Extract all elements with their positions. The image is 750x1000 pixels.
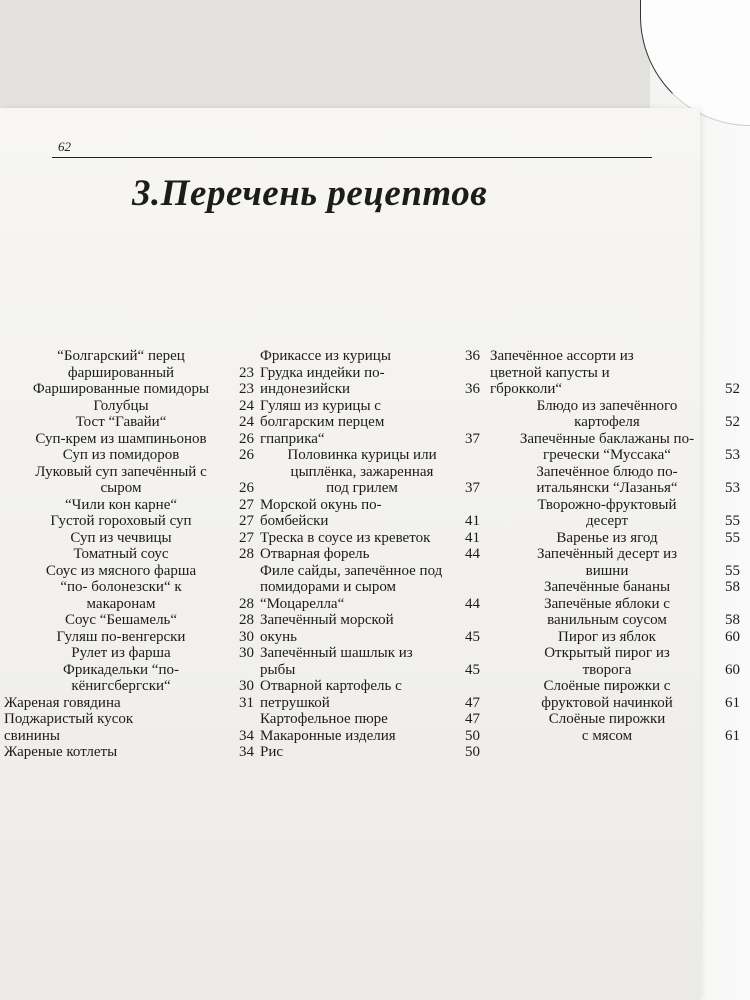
recipe-title-line: Запечённый морской [260, 612, 394, 628]
recipe-title-line: Томатный соус [73, 546, 169, 562]
recipe-entry [260, 678, 480, 711]
recipe-entry [260, 728, 480, 745]
recipe-title-line: Филе сайды, запечённое под [260, 562, 443, 579]
recipe-entry [4, 497, 254, 514]
recipe-page-number: 47 [465, 694, 480, 711]
recipe-title-line: Варенье из ягод [556, 529, 658, 546]
recipe-title-line: Пирог из яблок [558, 628, 656, 645]
recipe-page-number: 27 [239, 496, 254, 513]
recipe-title-line: Соус “Бешамель“ [64, 612, 178, 628]
recipe-page-number: 26 [239, 447, 254, 463]
recipe-entry [4, 464, 254, 497]
recipe-title-line: Открытый пирог из [544, 645, 670, 661]
recipe-page-number: 55 [725, 562, 740, 579]
recipe-title-line: фруктовой начинкой [541, 694, 673, 711]
recipe-page-number: 26 [239, 480, 254, 496]
recipe-entry [4, 431, 254, 448]
recipe-page-number: 55 [725, 513, 740, 529]
recipe-title-line: с мясом [581, 727, 633, 744]
recipe-entry [490, 711, 740, 744]
recipe-page-number: 61 [725, 727, 740, 744]
recipe-entry [490, 348, 740, 398]
recipe-entry [4, 513, 254, 530]
recipe-page-number: 44 [465, 595, 480, 612]
recipe-title-line: Творожно-фруктовый [537, 496, 677, 513]
recipe-page-number: 36 [465, 381, 480, 397]
recipe-column-2 [260, 348, 480, 761]
recipe-entry [490, 546, 740, 579]
recipe-title-line: Фрикассе из курицы [260, 348, 391, 364]
recipe-title-line: Фрикадельки “по- [63, 661, 179, 678]
recipe-title-line: сыром [100, 480, 142, 496]
recipe-column-1 [4, 348, 254, 761]
recipe-title-line: Треска в соусе из креветок [260, 529, 431, 546]
recipe-title-line: Блюдо из запечённого [536, 397, 678, 414]
recipe-title-line: рыбы [260, 661, 296, 678]
recipe-title-line: “Болгарский“ перец [57, 348, 185, 364]
recipe-entry [490, 398, 740, 431]
recipe-title-line: Запечённое блюдо по- [536, 463, 678, 480]
recipe-entry [490, 579, 740, 596]
recipe-entry [260, 645, 480, 678]
recipe-title-line: Грудка индейки по- [260, 364, 385, 381]
recipe-title-line: Половинка курицы или [287, 447, 437, 463]
recipe-title-line: помидорами и сыром [260, 579, 397, 595]
recipe-entry [490, 596, 740, 629]
recipe-page-number: 50 [465, 744, 480, 760]
recipe-page-number: 30 [239, 628, 254, 645]
recipe-page-number: 47 [465, 711, 480, 727]
recipe-page-number: 30 [239, 645, 254, 661]
recipe-page-number: 41 [465, 529, 480, 546]
recipe-page-number: 60 [725, 628, 740, 645]
recipe-title-line: гречески “Муссака“ [543, 447, 671, 463]
recipe-page-number: 27 [239, 529, 254, 546]
recipe-page-number: 26 [239, 430, 254, 447]
recipe-title-line: Рулет из фарша [71, 645, 171, 661]
recipe-title-line: Гуляш по-венгерски [56, 628, 186, 645]
recipe-entry [4, 744, 254, 761]
recipe-page-number: 24 [239, 414, 254, 430]
page-number: 62 [58, 139, 71, 154]
recipe-entry [4, 629, 254, 646]
recipe-page-number: 61 [725, 694, 740, 711]
recipe-page-number: 28 [239, 595, 254, 612]
recipe-column-3 [490, 348, 740, 744]
recipe-page-number: 24 [239, 397, 254, 414]
recipe-title-line: Запечённое ассорти из [490, 348, 634, 364]
recipe-page-number: 36 [465, 348, 480, 364]
recipe-entry [260, 398, 480, 448]
recipe-title-line: Поджаристый кусок [4, 711, 134, 727]
recipe-entry [4, 662, 254, 695]
recipe-title-line: цыплёнка, зажаренная [290, 463, 434, 480]
recipe-title-line: Рис [260, 744, 284, 760]
recipe-title-line: Тост “Гавайи“ [75, 414, 167, 430]
recipe-title-line: Отварная форель [260, 546, 370, 562]
recipe-title-line: Морской окунь по- [260, 496, 382, 513]
recipe-title-line: картофеля [574, 414, 640, 430]
recipe-page-number: 58 [725, 579, 740, 595]
recipe-entry [490, 497, 740, 530]
recipe-page-number: 60 [725, 661, 740, 678]
recipe-entry [4, 711, 254, 744]
recipe-entry [260, 744, 480, 761]
recipe-page-number: 55 [725, 529, 740, 546]
recipe-page-number: 50 [465, 727, 480, 744]
recipe-title-line: Картофельное пюре [260, 711, 388, 727]
recipe-page-number: 53 [725, 447, 740, 463]
recipe-page-number: 23 [239, 364, 254, 381]
recipe-title-line: Запечённые баклажаны по- [519, 430, 695, 447]
recipe-entry [490, 678, 740, 711]
recipe-page-number: 27 [239, 513, 254, 529]
recipe-page-number: 34 [239, 727, 254, 744]
recipe-page-number: 28 [239, 546, 254, 562]
recipe-title-line: гброкколи“ [490, 381, 563, 397]
page-title: 3.Перечень рецептов [132, 173, 488, 214]
recipe-title-line: цветной капусты и [490, 364, 610, 381]
recipe-title-line: Жареные котлеты [4, 744, 118, 760]
recipe-page-number: 58 [725, 612, 740, 628]
recipe-page-number: 45 [465, 628, 480, 645]
recipe-entry [4, 348, 254, 381]
recipe-page-number: 45 [465, 661, 480, 678]
recipe-title-line: Фаршированные помидоры [32, 381, 210, 397]
recipe-title-line: Запечённый десерт из [536, 546, 678, 562]
recipe-entry [260, 711, 480, 728]
recipe-title-line: Гуляш из курицы с [260, 397, 381, 414]
recipe-title-line: Жареная говядина [4, 694, 121, 711]
recipe-entry [4, 546, 254, 563]
recipe-title-line: Суп из чечвицы [70, 529, 172, 546]
recipe-title-line: “Чили кон карне“ [64, 496, 178, 513]
recipe-entry [4, 563, 254, 613]
recipe-page-number: 31 [239, 694, 254, 711]
recipe-page-number: 30 [239, 678, 254, 694]
recipe-entry [4, 381, 254, 398]
recipe-title-line: Запечённый шашлык из [260, 645, 413, 661]
recipe-page-number: 53 [725, 480, 740, 496]
recipe-entry [4, 695, 254, 712]
recipe-entry [260, 497, 480, 530]
recipe-entry [4, 414, 254, 431]
recipe-title-line: Отварной картофель с [260, 678, 402, 694]
recipe-page-number: 41 [465, 513, 480, 529]
recipe-title-line: индонезийски [260, 381, 351, 397]
recipe-entry [260, 563, 480, 613]
recipe-title-line: Суп из помидоров [62, 447, 180, 463]
recipe-title-line: гпаприка“ [260, 430, 325, 447]
recipe-entry [490, 431, 740, 464]
recipe-title-line: “Моцарелла“ [260, 595, 345, 612]
recipe-entry [260, 530, 480, 547]
recipe-title-line: макаронам [86, 595, 156, 612]
recipe-entry [490, 629, 740, 646]
recipe-title-line: Голубцы [93, 397, 149, 414]
recipe-page-number: 44 [465, 546, 480, 562]
recipe-title-line: творога [582, 661, 632, 678]
recipe-title-line: фаршированный [67, 364, 175, 381]
recipe-title-line: Слоёные пирожки с [543, 678, 671, 694]
recipe-entry [4, 530, 254, 547]
recipe-entry [260, 612, 480, 645]
recipe-title-line: свинины [4, 727, 60, 744]
recipe-title-line: бомбейски [260, 513, 329, 529]
recipe-title-line: окунь [260, 628, 297, 645]
recipe-entry [4, 645, 254, 662]
recipe-page-number: 37 [465, 480, 480, 496]
recipe-entry [4, 447, 254, 464]
recipe-title-line: Луковый суп запечённый с [35, 463, 207, 480]
recipe-page-number: 37 [465, 430, 480, 447]
recipe-title-line: ванильным соусом [547, 612, 667, 628]
recipe-title-line: Густой гороховый суп [50, 513, 192, 529]
recipe-title-line: Запечёные яблоки с [544, 595, 670, 612]
recipe-title-line: Соус из мясного фарша [45, 562, 197, 579]
recipe-entry [490, 645, 740, 678]
recipe-entry [260, 447, 480, 497]
recipe-title-line: Макаронные изделия [260, 727, 396, 744]
recipe-entry [4, 612, 254, 629]
recipe-title-line: Слоёные пирожки [548, 711, 666, 727]
header-rule [52, 157, 652, 158]
recipe-entry [260, 348, 480, 365]
recipe-entry [490, 464, 740, 497]
recipe-entry [4, 398, 254, 415]
recipe-title-line: кёнигсбергски“ [71, 678, 171, 694]
recipe-page-number: 52 [725, 381, 740, 397]
recipe-entry [260, 365, 480, 398]
recipe-title-line: Запечённые бананы [543, 579, 671, 595]
recipe-entry [490, 530, 740, 547]
recipe-title-line: “по- болонезски“ к [60, 579, 182, 595]
recipe-title-line: под грилем [326, 480, 398, 496]
recipe-page-number: 23 [239, 381, 254, 397]
recipe-page-number: 52 [725, 414, 740, 430]
recipe-page-number: 28 [239, 612, 254, 628]
recipe-title-line: вишни [585, 562, 629, 579]
recipe-entry [260, 546, 480, 563]
recipe-title-line: Суп-крем из шампиньонов [35, 430, 207, 447]
recipe-title-line: болгарским перцем [260, 414, 385, 430]
recipe-title-line: итальянски “Лазанья“ [536, 480, 678, 496]
recipe-page-number: 34 [239, 744, 254, 760]
recipe-title-line: петрушкой [260, 694, 330, 711]
recipe-title-line: десерт [585, 513, 629, 529]
